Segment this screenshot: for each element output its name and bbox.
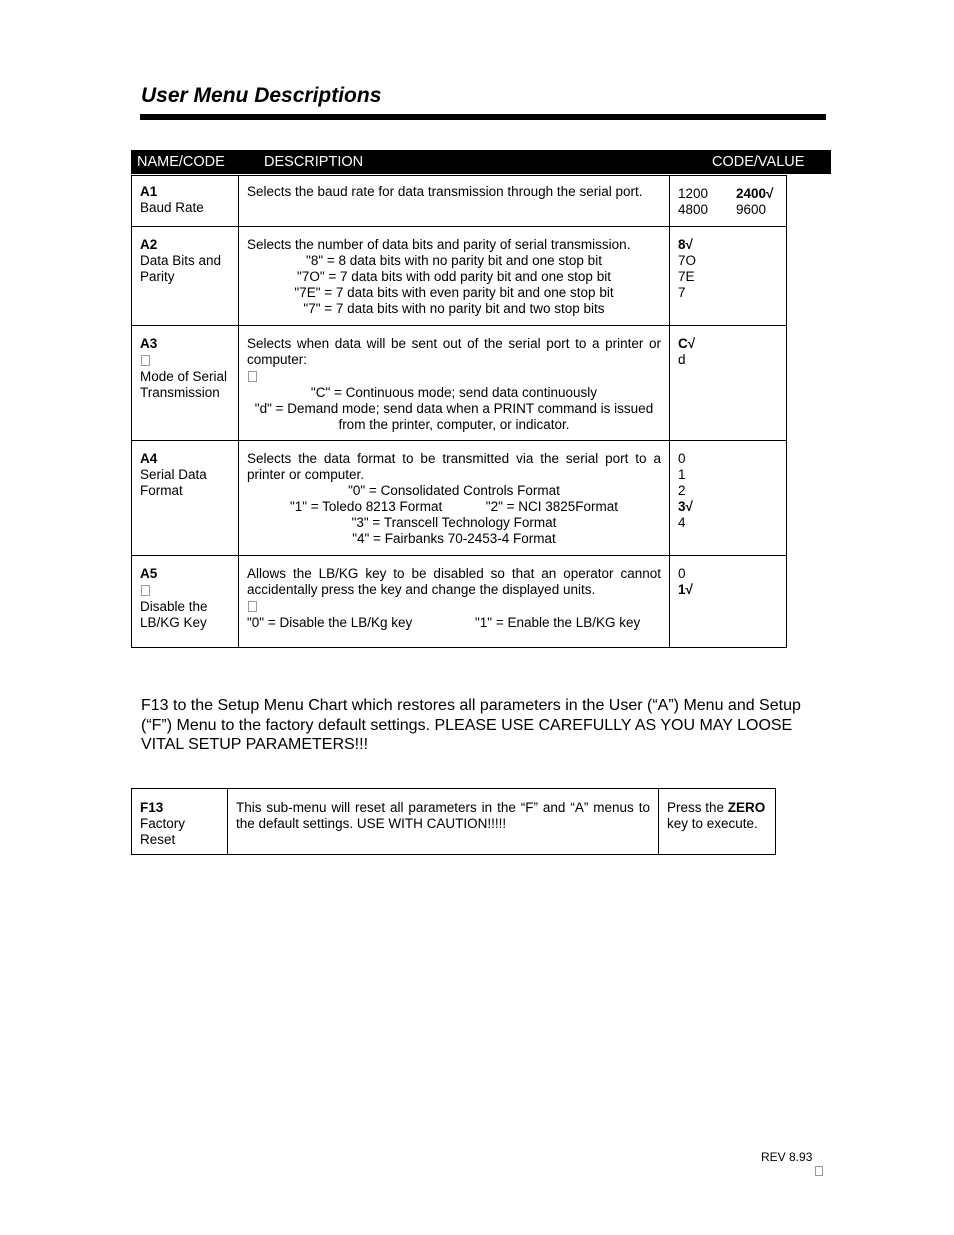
name-cell xyxy=(132,789,228,855)
value-option: d xyxy=(678,352,686,367)
description-cell xyxy=(239,556,670,648)
description-cell xyxy=(239,441,670,556)
menu-name: Mode of Serial Transmission xyxy=(140,369,228,400)
value-option: 7O xyxy=(678,253,697,268)
description-text: Selects the data format to be transmitted via the serial port to a printer or computer. xyxy=(247,451,661,482)
menu-name: Data Bits and Parity xyxy=(140,253,222,284)
description-cell xyxy=(239,176,670,227)
menu-code: A3 xyxy=(140,336,158,351)
option-line: "1" = Toledo 8213 Format xyxy=(289,499,443,514)
option-line-pair xyxy=(247,615,661,631)
option-line: "0" = Disable the LB/Kg key xyxy=(247,615,413,630)
table-row xyxy=(132,441,787,556)
description-cell xyxy=(239,326,670,441)
value-cell xyxy=(670,227,787,326)
value-option-default: 1√ xyxy=(678,582,693,597)
menu-code: A2 xyxy=(140,237,158,252)
placeholder-glyph xyxy=(141,355,150,366)
placeholder-glyph xyxy=(248,601,257,612)
name-cell xyxy=(132,176,239,227)
table-row xyxy=(132,556,787,648)
value-option: 1 xyxy=(678,467,686,482)
value-cell xyxy=(659,789,776,855)
description-text: Selects the baud rate for data transmission through the serial port. xyxy=(247,184,643,199)
value-option: 4800 xyxy=(678,202,709,217)
menu-name: Serial Data Format xyxy=(140,467,207,498)
menu-name: Factory Reset xyxy=(140,816,186,847)
value-option: 4 xyxy=(678,515,686,530)
table-row xyxy=(132,789,776,855)
option-line: "4" = Fairbanks 70-2453-4 Format xyxy=(352,531,556,546)
menu-code: A5 xyxy=(140,566,158,581)
placeholder-glyph xyxy=(815,1166,823,1176)
option-line: "3" = Transcell Technology Format xyxy=(351,515,557,530)
value-option-default: C√ xyxy=(678,336,696,351)
header-description: DESCRIPTION xyxy=(264,154,364,170)
placeholder-glyph xyxy=(141,585,150,596)
menu-name: Disable the LB/KG Key xyxy=(140,599,208,630)
zero-key-label: ZERO xyxy=(727,800,766,815)
menu-name: Baud Rate xyxy=(140,200,204,215)
value-cell xyxy=(670,441,787,556)
description-text: Selects when data will be sent out of the serial port to a printer or computer: xyxy=(247,336,661,367)
description-text: Allows the LB/KG key to be disabled so that an operator cannot accidentally press the key and change the displayed units. xyxy=(247,566,661,597)
option-line-pair xyxy=(247,499,661,515)
menu-code: A4 xyxy=(140,451,158,466)
value-option: 7 xyxy=(678,285,686,300)
option-line: "7E" = 7 data bits with even parity bit and one stop bit xyxy=(294,285,614,300)
table-row xyxy=(132,326,787,441)
page-title: User Menu Descriptions xyxy=(141,84,382,107)
name-cell xyxy=(132,556,239,648)
factory-reset-note: F13 to the Setup Menu Chart which restores all parameters in the User (“A”) Menu and Setup (“F”) Menu to the factory default settings. PLEASE USE CAREFULLY AS YOU MAY LOOSE VITAL SETUP PARAMETERS!!! xyxy=(141,697,801,753)
revision-label: REV 8.93 xyxy=(761,1150,813,1164)
value-option: 7E xyxy=(678,269,695,284)
factory-reset-table xyxy=(131,788,776,855)
table-row xyxy=(132,176,787,227)
menu-code: A1 xyxy=(140,184,158,199)
value-option-default: 2400√ xyxy=(736,186,774,201)
table-header xyxy=(131,150,831,174)
option-line: "1" = Enable the LB/KG key xyxy=(475,615,641,630)
value-option: 0 xyxy=(678,566,686,581)
option-line: "d" = Demand mode; send data when a PRINT command is issued from the printer, computer, or indicator. xyxy=(254,401,654,432)
description-cell xyxy=(228,789,659,855)
value-option: 0 xyxy=(678,451,686,466)
value-cell xyxy=(670,326,787,441)
table-row xyxy=(132,227,787,326)
title-rule xyxy=(140,114,826,120)
name-cell xyxy=(132,227,239,326)
menu-code: F13 xyxy=(140,800,164,815)
option-line: "2" = NCI 3825Format xyxy=(485,499,619,514)
value-option: 9600 xyxy=(736,202,767,217)
value-option-default: 8√ xyxy=(678,237,693,252)
header-code-value: CODE/VALUE xyxy=(712,154,805,170)
header-name-code: NAME/CODE xyxy=(137,154,225,170)
value-cell xyxy=(670,556,787,648)
value-text: key to execute. xyxy=(667,816,758,831)
description-text: Selects the number of data bits and parity of serial transmission. xyxy=(247,237,631,252)
option-line: "C" = Continuous mode; send data continuously xyxy=(310,385,598,400)
name-cell xyxy=(132,326,239,441)
description-text: This sub-menu will reset all parameters in the “F” and “A” menus to the default settings. USE WITH CAUTION!!!!! xyxy=(236,800,650,831)
user-menu-table xyxy=(131,175,787,648)
placeholder-glyph xyxy=(248,371,257,382)
value-option: 2 xyxy=(678,483,686,498)
value-option: 1200 xyxy=(678,186,709,201)
value-text: Press the xyxy=(667,800,728,815)
option-line: "7" = 7 data bits with no parity bit and two stop bits xyxy=(303,301,605,316)
option-line: "8" = 8 data bits with no parity bit and one stop bit xyxy=(306,253,602,268)
value-cell xyxy=(670,176,787,227)
description-cell xyxy=(239,227,670,326)
value-option-default: 3√ xyxy=(678,499,693,514)
option-line: "0" = Consolidated Controls Format xyxy=(348,483,560,498)
name-cell xyxy=(132,441,239,556)
option-line: "7O" = 7 data bits with odd parity bit and one stop bit xyxy=(297,269,611,284)
